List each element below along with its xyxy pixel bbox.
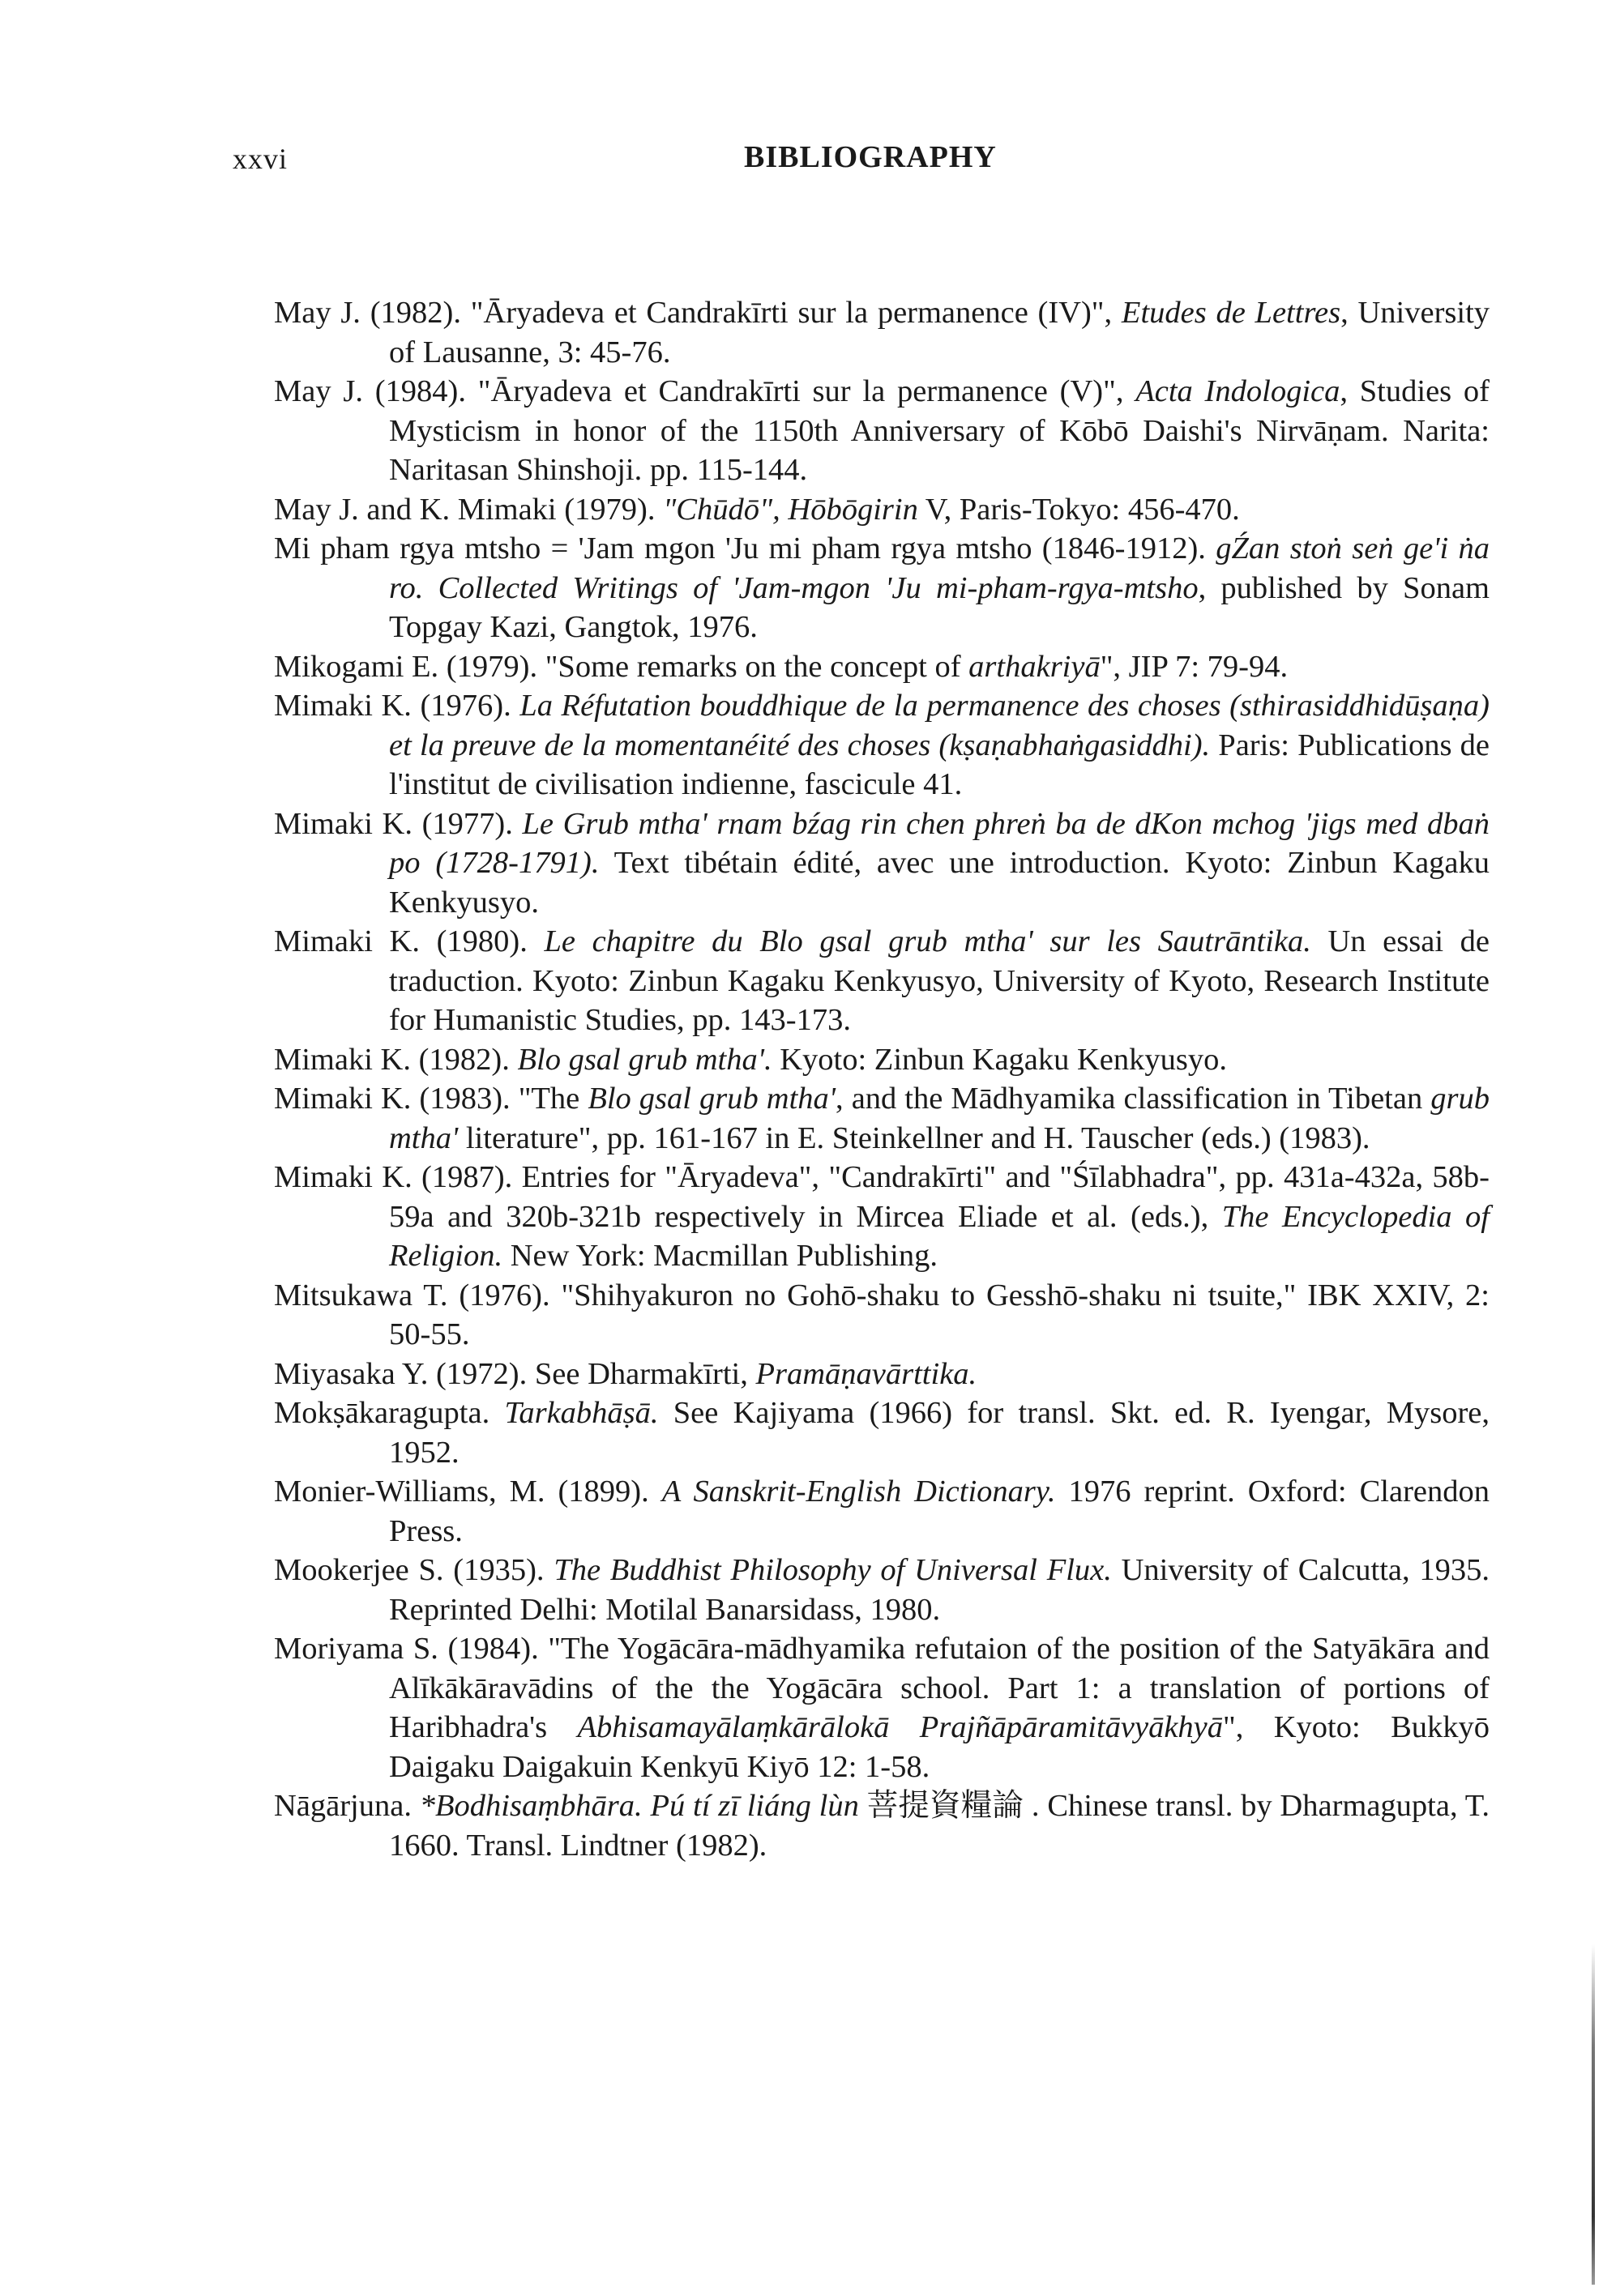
bibliography-entry <box>274 1393 1490 1472</box>
entry-title: arthakriyā <box>968 649 1101 684</box>
entry-text: , and the Mādhyamika classification in Tibetan <box>836 1082 1431 1116</box>
entry-title: Blo gsal grub mtha' <box>588 1082 836 1116</box>
entry-title: Abhisamayālaṃkārālokā Prajñāpāramitāvyākhyā <box>577 1710 1224 1744</box>
entry-title: Acta Indologica <box>1135 374 1340 408</box>
entry-text: Mimaki K. (1977). <box>274 806 523 841</box>
bibliography-entry <box>274 293 1490 372</box>
entry-text: , Studies of Mysticism in honor of the 1150th Anniversary of Kōbō Daishi's Nirvāṇam. Narita: Naritasan Shinshoji. pp. 115-144. <box>389 374 1490 487</box>
bibliography-entry <box>274 372 1490 490</box>
bibliography-entry <box>274 1472 1490 1551</box>
entry-text: Mimaki K. (1983). "The <box>274 1082 588 1116</box>
entry-text: See Kajiyama (1966) for transl. Skt. ed. R. Iyengar, Mysore, 1952. <box>389 1396 1490 1470</box>
entry-text: 菩提資糧論 . Chinese transl. by Dharmagupta, T. 1660. Transl. Lindtner (1982). <box>389 1789 1490 1863</box>
entry-text: Mikogami E. (1979). "Some remarks on the concept of <box>274 649 969 684</box>
entry-title: grub mtha' <box>389 1082 1490 1155</box>
entry-title: The Buddhist Philosophy of Universal Flux. <box>554 1553 1112 1587</box>
bibliography-entry <box>274 529 1490 647</box>
entry-title: *Bodhisaṃbhāra. Pú tí zī liáng lùn <box>419 1789 859 1823</box>
entry-text: Mimaki K. (1980). <box>274 924 545 958</box>
entry-text: University of Calcutta, 1935. Reprinted Delhi: Motilal Banarsidass, 1980. <box>389 1553 1490 1627</box>
entry-text: May J. (1984). "Āryadeva et Candrakīrti sur la permanence (V)", <box>274 374 1136 408</box>
entry-text: Miyasaka Y. (1972). See Dharmakīrti, <box>274 1356 756 1391</box>
bibliography-entry <box>274 1158 1490 1276</box>
bibliography-entry <box>274 804 1490 923</box>
entry-text: May J. and K. Mimaki (1979). <box>274 492 664 527</box>
bibliography-entry <box>274 1079 1490 1158</box>
entry-title: Pramāṇavārttika. <box>755 1356 977 1391</box>
entry-text: Mimaki K. (1982). <box>274 1042 518 1077</box>
bibliography-entry <box>274 1040 1490 1080</box>
entry-title: Blo gsal grub mtha'. <box>517 1042 772 1077</box>
entry-text: Moriyama S. (1984). "The Yogācāra-mādhyamika refutaion of the position of the Satyākāra and Alīkākāravādins of the the Yogācāra school. Part 1: a translation of portions of Haribhadra's <box>274 1632 1490 1744</box>
entry-title: The Encyclopedia of Religion. <box>389 1199 1490 1273</box>
entry-title: gŹan stoṅ seṅ ge'i ṅa ro. Collected Writings of 'Jam-mgon 'Ju mi-pham-rgya-mtsho <box>389 531 1490 605</box>
bibliography-entry <box>274 490 1490 530</box>
page-number: xxvi <box>233 143 289 175</box>
entry-text: , University of Lausanne, 3: 45-76. <box>389 296 1490 369</box>
entry-text: Mimaki K. (1976). <box>274 689 520 723</box>
bibliography-entry <box>274 1276 1490 1355</box>
entry-text: Mimaki K. (1987). Entries for "Āryadeva", "Candrakīrti" and "Śīlabhadra", pp. 431a-432a, 58b-59a and 320b-321b respectively in Mircea Eliade et al. (eds.), <box>274 1160 1490 1234</box>
entry-text: Monier-Williams, M. (1899). <box>274 1474 662 1509</box>
entry-text: Nāgārjuna. <box>274 1789 420 1823</box>
entry-text: ", JIP 7: 79-94. <box>1100 649 1289 684</box>
bibliography-entry <box>274 647 1490 687</box>
entry-title: A Sanskrit-English Dictionary. <box>661 1474 1056 1509</box>
running-title: BIBLIOGRAPHY <box>744 140 997 174</box>
scan-edge-mark <box>1592 1944 1595 2285</box>
entry-title: La Réfutation bouddhique de la permanence des choses (sthirasiddhidūṣaṇa) et la preuve de la momentanéité des choses (kṣaṇabhaṅgasiddhi). <box>389 689 1490 762</box>
bibliography-entry <box>274 1551 1490 1629</box>
entry-title: Le Grub mtha' rnam bźag rin chen phreṅ ba de dKon mchog 'jigs med dbaṅ po (1728-1791). <box>389 806 1490 880</box>
entry-text: Mitsukawa T. (1976). "Shihyakuron no Gohō-shaku to Gesshō-shaku ni tsuite," IBK XXIV, 2: 50-55. <box>274 1278 1490 1351</box>
entry-text: May J. (1982). "Āryadeva et Candrakīrti sur la permanence (IV)", <box>274 296 1122 330</box>
entry-text: , published by Sonam Topgay Kazi, Gangtok, 1976. <box>389 570 1490 644</box>
bibliography-entry <box>274 1629 1490 1786</box>
entry-text: New York: Macmillan Publishing. <box>502 1239 938 1273</box>
entry-title: Etudes de Lettres <box>1121 296 1341 330</box>
bibliography-entry <box>274 922 1490 1040</box>
entry-text: Kyoto: Zinbun Kagaku Kenkyusyo. <box>772 1042 1227 1077</box>
entry-text: ", Kyoto: Bukkyō Daigaku Daigakuin Kenkyū Kiyō 12: 1-58. <box>389 1710 1490 1784</box>
entry-text: literature", pp. 161-167 in E. Steinkellner and H. Tauscher (eds.) (1983). <box>458 1120 1370 1155</box>
bibliography-entry <box>274 686 1490 804</box>
entry-text: Mi pham rgya mtsho = 'Jam mgon 'Ju mi pham rgya mtsho (1846-1912). <box>274 531 1216 565</box>
entry-text: Mookerjee S. (1935). <box>274 1553 554 1587</box>
entry-text: 1976 reprint. Oxford: Clarendon Press. <box>389 1474 1490 1548</box>
entry-text: V, Paris-Tokyo: 456-470. <box>917 492 1240 527</box>
entry-title: Tarkabhāṣā. <box>504 1396 659 1430</box>
bibliography-list <box>274 293 1490 1865</box>
entry-text: Mokṣākaragupta. <box>274 1396 505 1430</box>
entry-text: Text tibétain édité, avec une introduction. Kyoto: Zinbun Kagaku Kenkyusyo. <box>389 846 1490 920</box>
entry-title: Le chapitre du Blo gsal grub mtha' sur les Sautrāntika. <box>544 924 1311 958</box>
entry-text: Un essai de traduction. Kyoto: Zinbun Kagaku Kenkyusyo, University of Kyoto, Research Institute for Humanistic Studies, pp. 143-173. <box>389 924 1490 1037</box>
entry-text: Paris: Publications de l'institut de civilisation indienne, fascicule 41. <box>389 728 1490 801</box>
entry-title: "Chūdō", Hōbōgirin <box>663 492 918 527</box>
bibliography-entry <box>274 1786 1490 1865</box>
bibliography-entry <box>274 1355 1490 1394</box>
